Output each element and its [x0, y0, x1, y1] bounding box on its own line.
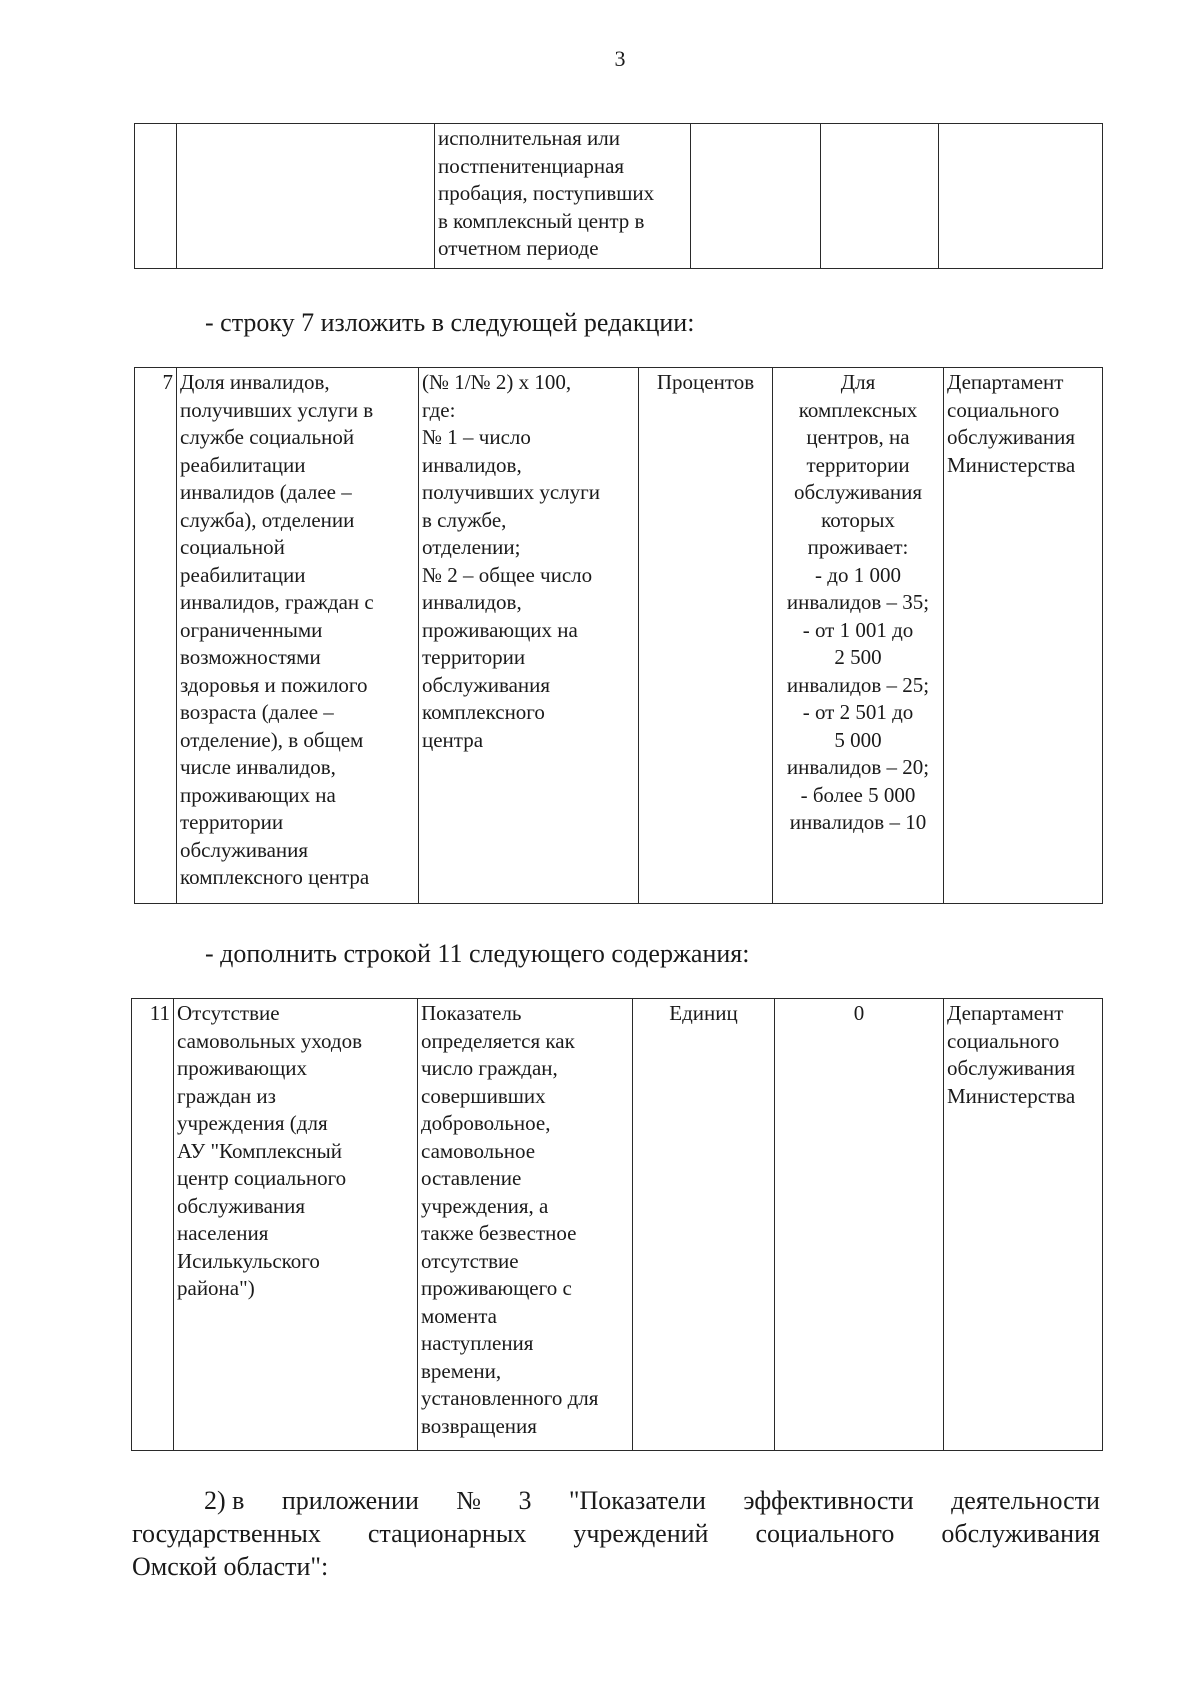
cell-value: 0 [775, 999, 944, 1451]
table-row [135, 124, 1103, 269]
cell-responsible: Департамент социального обслуживания Министерства [944, 368, 1103, 904]
table-row [135, 368, 1103, 904]
paragraph-line-1 [132, 1484, 1100, 1517]
page-number: 3 [614, 46, 626, 71]
word: 2) в [204, 1486, 245, 1515]
table-row-7 [134, 367, 1103, 904]
word: деятельности [951, 1486, 1100, 1515]
word: стационарных [367, 1519, 527, 1548]
instruction-row-11: - дополнить строкой 11 следующего содержания: [205, 939, 750, 968]
word: 3 [518, 1486, 532, 1515]
cell-unit [691, 124, 821, 269]
word: эффективности [743, 1486, 914, 1515]
cell-formula: (№ 1/№ 2) x 100, где: № 1 – число инвалидов, получивших услуги в службе, отделении; № 2 – общее число инвалидов, проживающих на территории обслуживания комплексного центра [419, 368, 639, 904]
cell-number: 7 [135, 368, 177, 904]
cell-number: 11 [132, 999, 174, 1451]
cell-value: Для комплексных центров, на территории обслуживания которых проживает: - до 1 000 инвалидов – 35; - от 1 001 до 2 500 инвалидов – 25; - от 2 501 до 5 000 инвалидов – 20; - более 5 000 инвалидов – 10 [773, 368, 944, 904]
cell-value [821, 124, 939, 269]
word: обслуживания [941, 1519, 1100, 1548]
cell-indicator-name: Отсутствие самовольных уходов проживающих граждан из учреждения (для АУ "Комплексный центр социального обслуживания населения Исилькульского района") [174, 999, 418, 1451]
word: № [456, 1486, 482, 1515]
word: государственных [132, 1519, 321, 1548]
table-row-11 [131, 998, 1103, 1451]
cell-formula: исполнительная или постпенитенциарная пробация, поступивших в комплексный центр в отчетном периоде [435, 124, 691, 269]
word: учреждений [573, 1519, 709, 1548]
word: приложении [281, 1486, 419, 1515]
word: "Показатели [568, 1486, 706, 1515]
paragraph-appendix-3 [132, 1484, 1100, 1583]
cell-responsible: Департамент социального обслуживания Министерства [944, 999, 1103, 1451]
table-continued [134, 123, 1103, 269]
cell-indicator-name: Доля инвалидов, получивших услуги в службе социальной реабилитации инвалидов (далее – служба), отделении социальной реабилитации инвалидов, граждан с ограниченными возможностями здоровья и пожилого возраста (далее – отделение), в общем числе инвалидов, проживающих на территории обслуживания комплексного центра [177, 368, 419, 904]
cell-formula: Показатель определяется как число граждан, совершивших добровольное, самовольное оставление учреждения, а также безвестное отсутствие проживающего с момента наступления времени, установленного для возвращения [418, 999, 633, 1451]
cell-indicator-name [177, 124, 435, 269]
instruction-row-7: - строку 7 изложить в следующей редакции: [205, 308, 695, 337]
cell-number [135, 124, 177, 269]
cell-unit: Процентов [639, 368, 773, 904]
table-row [132, 999, 1103, 1451]
paragraph-line-2 [132, 1517, 1100, 1550]
paragraph-line-3: Омской области": [132, 1552, 329, 1581]
cell-responsible [939, 124, 1103, 269]
word: социального [755, 1519, 895, 1548]
cell-unit: Единиц [633, 999, 775, 1451]
